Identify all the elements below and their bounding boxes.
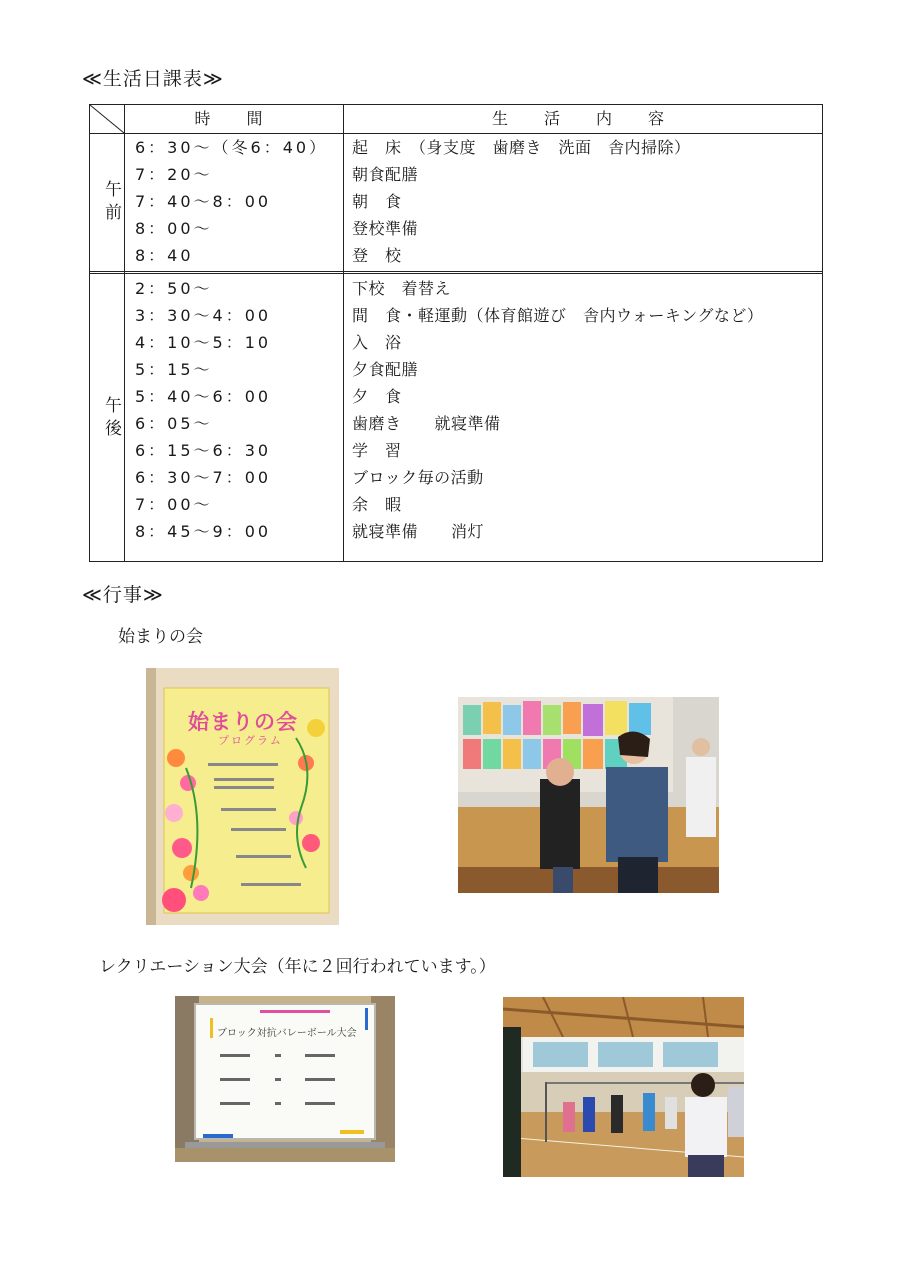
poster-subtitle: プログラム	[218, 734, 283, 747]
pm-content-8: 余 暇	[352, 495, 402, 514]
pm-content-4: 夕 食	[352, 387, 402, 406]
am-time-1: 7：20～	[135, 165, 213, 184]
am-content-3: 登校準備	[352, 219, 419, 238]
pm-time-6: 6：15～6：30	[135, 441, 272, 460]
whiteboard-title: ブロック対抗バレーボール大会	[217, 1028, 357, 1039]
gym-photo	[503, 997, 744, 1177]
am-label	[90, 134, 124, 271]
am-content-1: 朝食配膳	[352, 165, 419, 184]
table-divider	[124, 105, 125, 561]
pm-time-7: 6：30～7：00	[135, 468, 272, 487]
pm-content-7: ブロック毎の活動	[352, 468, 484, 487]
am-time-2: 7：40～8：00	[135, 192, 272, 211]
pm-label	[90, 274, 124, 563]
schedule-heading: ≪生活日課表≫	[82, 68, 224, 90]
am-content-0: 起 床 （身支度 歯磨き 洗面 舎内掃除）	[352, 138, 691, 157]
am-content-4: 登 校	[352, 246, 402, 265]
header-time: 時 間	[194, 109, 273, 128]
pm-content-2: 入 浴	[352, 333, 402, 352]
pm-time-2: 4：10～5：10	[135, 333, 272, 352]
pm-content-3: 夕食配膳	[352, 360, 419, 379]
poster-photo	[146, 668, 339, 925]
pm-content-9: 就寝準備 消灯	[352, 522, 485, 541]
schedule-table	[89, 104, 823, 562]
pm-content-1: 間 食・軽運動（体育館遊び 舎内ウォーキングなど）	[352, 306, 764, 325]
am-time-4: 8：40	[135, 246, 194, 265]
pm-time-8: 7：00～	[135, 495, 213, 514]
pm-time-1: 3：30～4：00	[135, 306, 272, 325]
pm-label-text: 午後	[101, 395, 121, 442]
pm-time-0: 2：50～	[135, 279, 213, 298]
am-time-0: 6：30～（冬6：40）	[135, 138, 329, 157]
poster-title: 始まりの会	[188, 710, 298, 734]
ceremony-photo	[458, 697, 719, 893]
pm-time-3: 5：15～	[135, 360, 213, 379]
diagonal-corner	[90, 105, 124, 133]
events-heading: ≪行事≫	[82, 584, 164, 606]
pm-content-5: 歯磨き 就寝準備	[352, 414, 501, 433]
pm-time-9: 8：45～9：00	[135, 522, 272, 541]
header-content: 生 活 内 容	[491, 109, 674, 128]
pm-time-4: 5：40～6：00	[135, 387, 272, 406]
table-divider	[90, 271, 822, 272]
pm-content-6: 学 習	[352, 441, 402, 460]
event2-title: レクリエーション大会（年に２回行われています。）	[99, 957, 496, 977]
pm-time-5: 6：05～	[135, 414, 213, 433]
table-divider	[343, 105, 344, 561]
am-content-2: 朝 食	[352, 192, 402, 211]
am-time-3: 8：00～	[135, 219, 213, 238]
event1-title: 始まりの会	[118, 627, 203, 647]
table-divider	[90, 273, 822, 274]
pm-content-0: 下校 着替え	[352, 279, 452, 298]
whiteboard-photo	[175, 996, 395, 1162]
am-label-text: 午前	[101, 179, 121, 226]
